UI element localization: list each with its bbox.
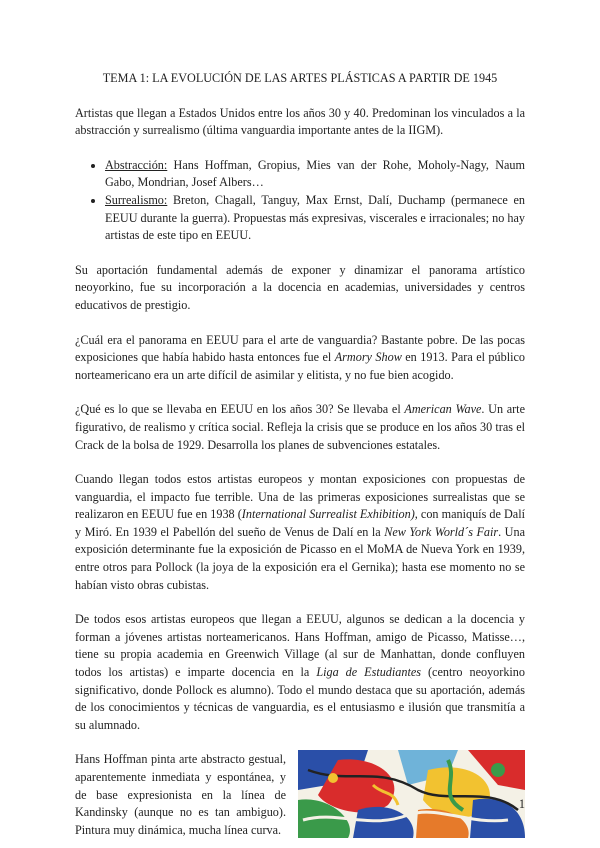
text-run: Cuando llegan todos estos artistas europeos y montan exposiciones con propuestas de vanguardia, el impacto fue terrible. Una de las primeras exposiciones surrealistas que se realizaron en EEUU fue en 1938 ( [75,472,525,522]
hoffman-section [75,751,525,839]
bullet-text: Breton, Chagall, Tanguy, Max Ernst, Dalí, Duchamp (permanece en EEUU durante la guerra). Propuestas más expresivas, viscerales e irracionales; no hay artistas de este tipo en EEUU. [105,192,525,243]
italic-run: Armory Show [334,350,402,365]
paragraph-panorama [75,332,525,385]
paragraph-exhibitions [75,471,525,594]
italic-run: New York World´s Fair [384,524,499,539]
artist-bullet-list [75,157,525,245]
text-run: ¿Qué es lo que se llevaba en EEUU en los años 30? Se llevaba el [75,402,405,417]
bullet-abstraction [105,157,525,192]
italic-run: Liga de Estudiantes [316,665,422,680]
paragraph-hoffman: Hans Hoffman pinta arte abstracto gestual, aparentemente inmediata y espontánea, y de base expresionista en la línea de Kandinsky (aunque no es tan ambiguo). Pintura muy dinámica, mucha línea curva. [75,752,286,837]
text-run: ¿Cuál era el panorama en EEUU para el arte de vanguardia? Bastante pobre. De las pocas exposiciones que había habido hasta entonces fue el [75,332,525,365]
hoffman-painting-image [298,750,525,838]
bullet-label: Abstracción: [105,157,168,172]
text-run: De todos esos artistas europeos que llegan a EEUU, algunos se dedican a la docencia y forman a jóvenes artistas norteamericanos. Hans Hoffman, amigo de Picasso, Matisse…, tiene su propia academia en Greenwich Village (al sur de Manhattan, donde confluyen todos los artistas) e imparte docencia en la [75,612,525,680]
intro-paragraph: Artistas que llegan a Estados Unidos entre los años 30 y 40. Predominan los vinculados a la abstracción y surrealismo (última vanguardia importante antes de la IIGM). [75,105,525,138]
paragraph-teaching [75,611,525,734]
italic-run: American Wave [404,402,482,417]
page-number: 1 [518,797,525,811]
text-run: . Un arte figurativo, de realismo y crítica social. Refleja la crisis que se produce en los años 30 tras el Crack de la bolsa de 1929. Desarrolla los planes de subvenciones estatales. [75,402,525,452]
paragraph-american-wave [75,401,525,454]
bullet-surrealism [105,192,525,245]
bullet-label: Surrealismo: [105,192,168,207]
paragraph-contribution: Su aportación fundamental además de exponer y dinamizar el panorama artístico neoyorkino, fue su incorporación a la docencia en academias, universidades y centros educativos de prestigio. [75,262,525,312]
text-run: . Una exposición determinante fue la exposición de Picasso en el MoMA de Nueva York en 1939, entre otros para Pollock (la joya de la exposición era el Gernika); hasta ese momento no se habían visto obras cubistas. [75,524,525,592]
text-run: (centro neoyorkino significativo, donde Pollock es alumno). Todo el mundo destaca que su aportación, además de los conocimientos y técnicas de vanguardia, es el entusiasmo e ilusión que transmitía a su alumnado. [75,665,525,732]
text-run: , con maniquís de Dalí y Miró. En 1939 el Pabellón del sueño de Venus de Dalí en la [75,507,525,539]
italic-run: International Surrealist Exhibition) [241,507,415,522]
bullet-text: Hans Hoffman, Gropius, Mies van der Rohe, Moholy-Nagy, Naum Gabo, Mondrian, Josef Albers… [105,157,525,190]
document-title: TEMA 1: LA EVOLUCIÓN DE LAS ARTES PLÁSTICAS A PARTIR DE 1945 [102,71,498,85]
text-run: en 1913. Para el público norteamericano era un arte difícil de asimilar y elitista, y no fue bien acogido. [75,350,525,382]
